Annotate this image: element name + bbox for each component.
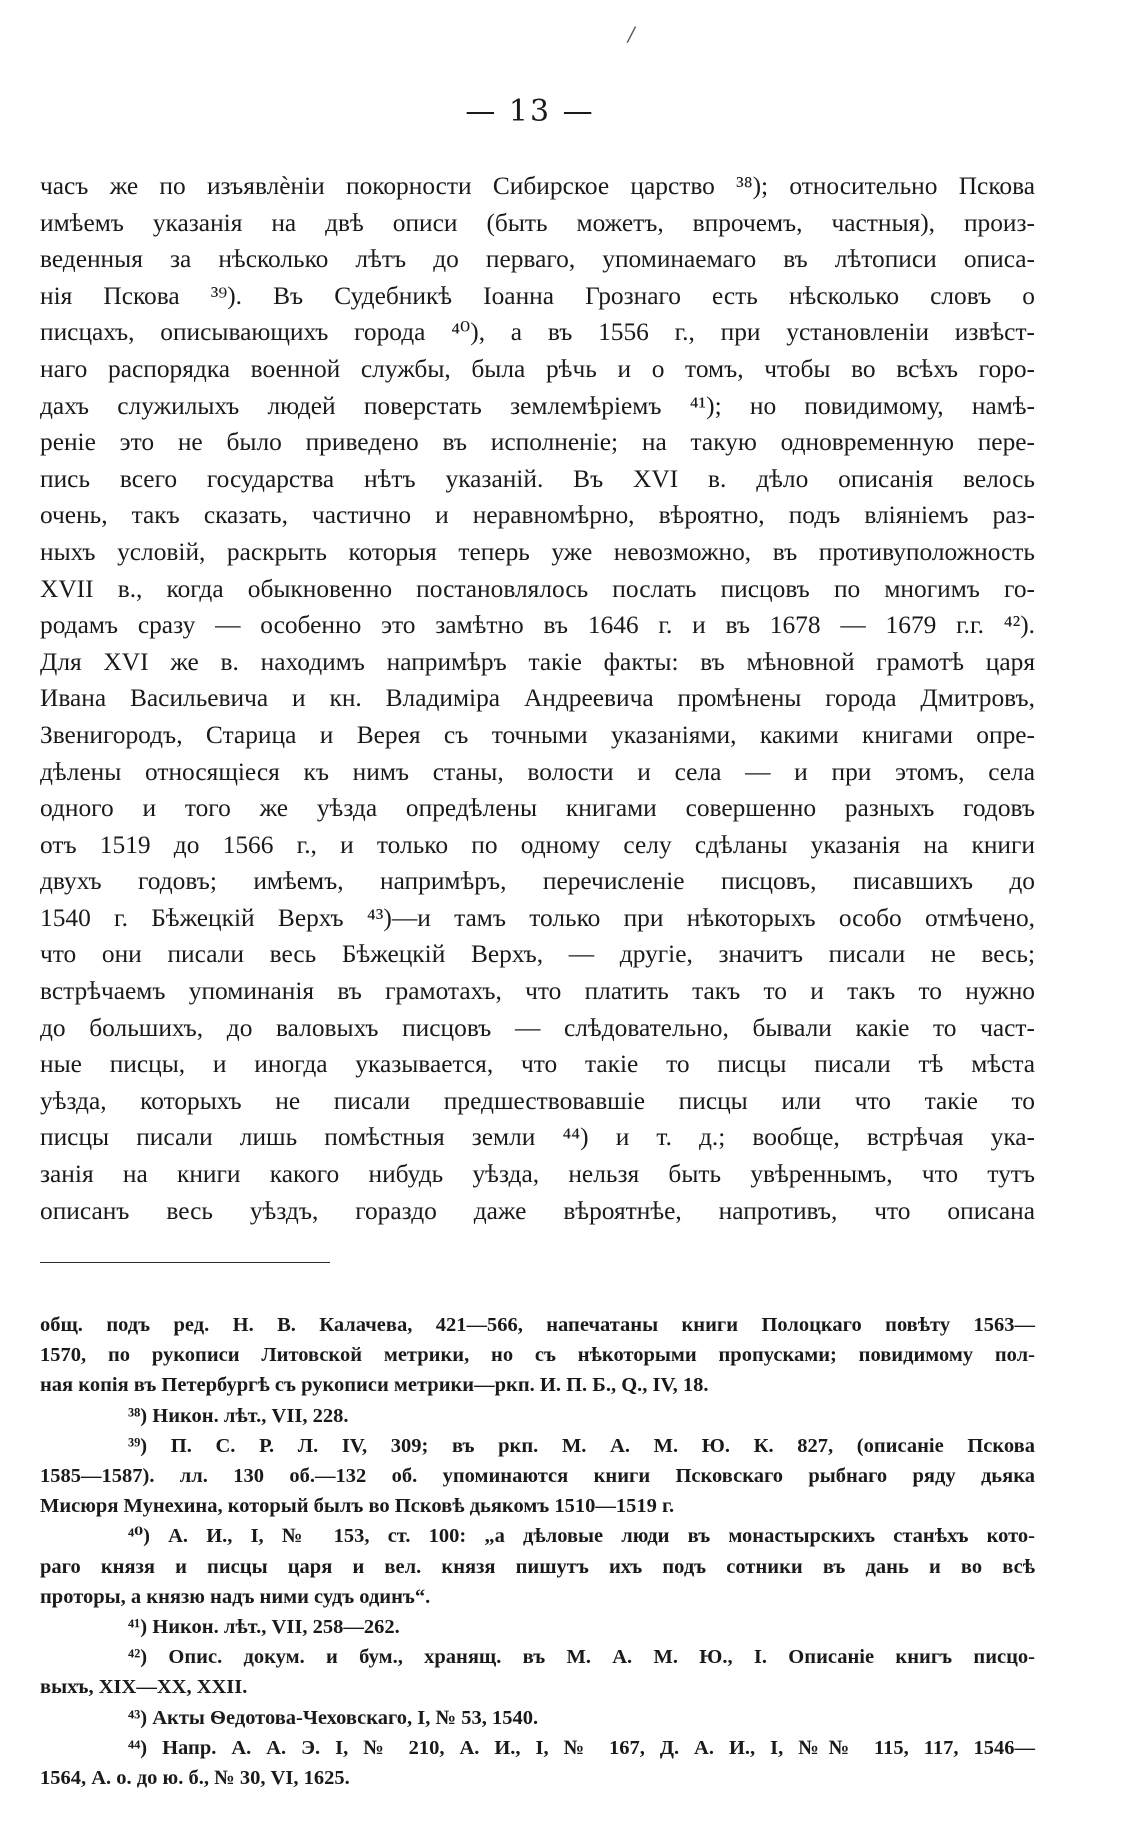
footnote-line: проторы, а князю надъ ними судъ одинъ“. [40,1585,431,1608]
body-line: XVII в., когда обыкновенно постановлялось послать писцовъ по многимъ го- [40,574,1035,603]
body-line: часъ же по изъявлѐніи покорности Сибирское царство ³⁸); относительно Пскова [40,172,1035,200]
body-line: дѣлены относящіеся къ нимъ станы, волости и села — и при этомъ, села [40,757,1035,786]
body-line: дахъ служилыхъ людей поверстать землемѣріемъ ⁴¹); но повидимому, намѣ- [40,391,1035,420]
body-line: Ивана Васильевича и кн. Владиміра Андреевича промѣнены города Дмитровъ, [40,684,1035,713]
margin-pencil-mark: / [628,22,635,46]
footnote-40: ⁴⁰) А. И., I, № 153, ст. 100: „а дѣловые люди въ монастырскихъ станѣхъ кото- [128,1525,1035,1548]
footnote-44: ⁴⁴) Напр. А. А. Э. I, № 210, А. И., I, № 167, Д. А. И., I, №№ 115, 117, 1546— [128,1736,1035,1759]
footnote-39: ³⁹) П. С. Р. Л. IV, 309; въ ркп. М. А. М. Ю. К. 827, (описаніе Пскова [128,1434,1035,1457]
body-line: двухъ годовъ; имѣемъ, напримѣръ, перечисленіе писцовъ, писавшихъ до [40,867,1035,896]
footnote-line: 1564, А. о. до ю. б., № 30, VI, 1625. [40,1767,350,1790]
footnote-line: раго князя и писцы царя и вел. князя пишутъ ихъ подъ сотники въ дань и во всѣ [40,1555,1035,1578]
body-line: родамъ сразу — особенно это замѣтно въ 1646 г. и въ 1678 — 1679 г.г. ⁴²). [40,611,1035,640]
footnote-line: ная копія въ Петербургѣ съ рукописи метрики—ркп. И. П. Б., Q., IV, 18. [40,1374,709,1397]
body-line: что они писали весь Бѣжецкій Верхъ, — другіе, значитъ писали не весь; [40,940,1035,969]
body-line: писцы писали лишь помѣстныя земли ⁴⁴) и т. д.; вообще, встрѣчая ука- [40,1123,1035,1152]
page-number: — 13 — [465,94,595,129]
body-line: описанъ весь уѣздъ, гораздо даже вѣроятнѣе, напротивъ, что описана [40,1196,1035,1225]
footnote-43: ⁴³) Акты Ѳедотова-Чеховскаго, I, № 53, 1540. [128,1706,539,1729]
body-line: пись всего государства нѣтъ указаній. Въ XVI в. дѣло описанія велось [40,464,1035,493]
body-line: встрѣчаемъ упоминанія въ грамотахъ, что платить такъ то и такъ то нужно [40,977,1035,1006]
body-line: ныхъ условій, раскрыть которыя теперь уже невозможно, въ противуположность [40,537,1035,566]
footnote-line: общ. подъ ред. Н. В. Калачева, 421—566, напечатаны книги Полоцкаго повѣту 1563— [40,1314,1035,1336]
body-line: до большихъ, до валовыхъ писцовъ — слѣдовательно, бывали какіе то част- [40,1013,1035,1042]
footnote-separator-rule [40,1262,330,1263]
footnote-38: ³⁸) Никон. лѣт., VII, 228. [128,1404,349,1427]
footnote-line: выхъ, XIX—XX, XXII. [40,1676,248,1699]
footnote-line: Мисюря Мунехина, который былъ во Псковѣ дьякомъ 1510—1519 г. [40,1495,675,1518]
footnotes-block [40,1310,1035,1793]
body-line: уѣзда, которыхъ не писали предшествовавшіе писцы или что такіе то [40,1086,1035,1115]
body-line: писцахъ, описывающихъ города ⁴⁰), а въ 1556 г., при установленіи извѣст- [40,318,1035,347]
footnote-line: 1585—1587). лл. 130 об.—132 об. упоминаются книги Псковскаго рыбнаго ряду дьяка [40,1465,1035,1488]
footnote-line: 1570, по рукописи Литовской метрики, но съ нѣкоторыми пропусками; повидимому пол- [40,1344,1035,1367]
body-line: занія на книги какого нибудь уѣзда, нельзя быть увѣреннымъ, что тутъ [40,1160,1035,1189]
body-line: одного и того же уѣзда опредѣлены книгами совершенно разныхъ годовъ [40,794,1035,823]
body-line: наго распорядка военной службы, была рѣчь и о томъ, чтобы во всѣхъ горо- [40,354,1035,383]
body-line: Звенигородъ, Старица и Верея съ точными указаніями, какими книгами опре- [40,720,1035,749]
body-line: имѣемъ указанія на двѣ описи (быть можетъ, впрочемъ, частныя), произ- [40,208,1035,237]
body-line: веденныя за нѣсколько лѣтъ до перваго, упоминаемаго въ лѣтописи описа- [40,245,1035,274]
body-line: нія Пскова ³⁹). Въ Судебникѣ Іоанна Грознаго есть нѣсколько словъ о [40,281,1035,310]
body-line: Для XVI же в. находимъ напримѣръ такіе факты: въ мѣновной грамотѣ царя [40,647,1035,676]
body-line: очень, такъ сказать, частично и неравномѣрно, вѣроятно, подъ вліяніемъ раз- [40,501,1035,530]
footnote-42: ⁴²) Опис. докум. и бум., хранящ. въ М. А. М. Ю., I. Описаніе книгъ писцо- [128,1646,1035,1669]
body-line: отъ 1519 до 1566 г., и только по одному селу сдѣланы указанія на книги [40,830,1035,859]
body-line: реніе это не было приведено въ исполненіе; на такую одновременную пере- [40,428,1035,457]
body-line: ные писцы, и иногда указывается, что такіе то писцы писали тѣ мѣста [40,1050,1035,1079]
main-body-text [40,168,1035,1229]
body-line: 1540 г. Бѣжецкій Верхъ ⁴³)—и тамъ только при нѣкоторыхъ особо отмѣчено, [40,903,1035,932]
footnote-41: ⁴¹) Никон. лѣт., VII, 258—262. [128,1616,400,1639]
